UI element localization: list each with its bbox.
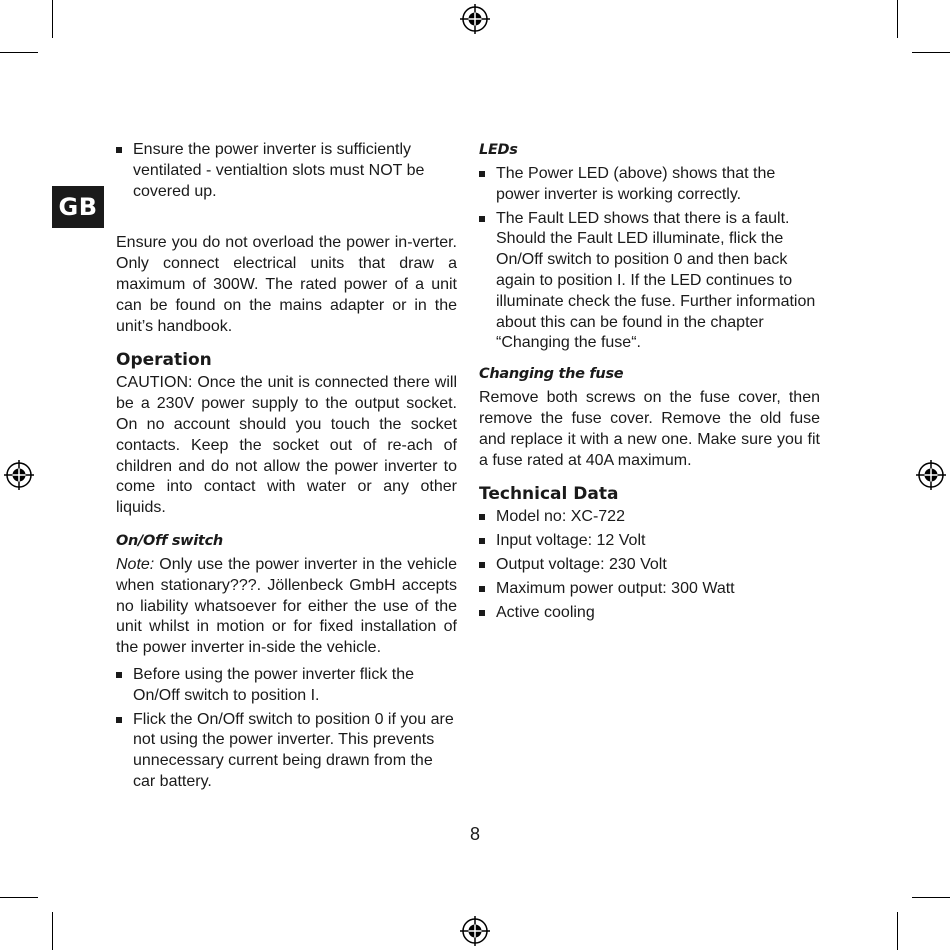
technical-data-list	[479, 507, 820, 623]
crop-mark	[52, 912, 53, 950]
language-tab: GB	[52, 186, 104, 228]
ventilation-list	[116, 140, 457, 202]
registration-mark-icon	[916, 460, 946, 490]
left-column	[116, 140, 457, 796]
note-paragraph	[116, 555, 457, 659]
changing-fuse-paragraph: Remove both screws on the fuse cover, then remove the fuse cover. Remove the old fuse and replace it with a new one. Make sure you fit a fuse rated at 40A maximum.	[479, 389, 820, 469]
crop-mark	[52, 0, 53, 38]
list-item: The Power LED (above) shows that the power inverter is working correctly.	[479, 164, 820, 206]
leds-list	[479, 164, 820, 354]
technical-data-heading: Technical Data	[479, 484, 619, 505]
crop-mark	[0, 52, 38, 53]
list-item: Flick the On/Off switch to position 0 if you are not using the power inverter. This prevents unnecessary current being drawn from the car battery.	[116, 710, 457, 793]
crop-mark	[897, 0, 898, 38]
list-item: Output voltage: 230 Volt	[479, 555, 820, 576]
switch-list	[116, 665, 457, 793]
list-item: Maximum power output: 300 Watt	[479, 579, 820, 600]
list-item: The Fault LED shows that there is a fault. Should the Fault LED illuminate, flick the On/Off switch to position 0 and then back again to position I. If the LED continues to illuminate check the fuse. Further information about this can be found in the chapter “Changing the fuse“.	[479, 209, 820, 355]
note-text: Only use the power inverter in the vehicle when stationary???. Jöllenbeck GmbH accepts no liability whatsoever for either the use of the unit whilst in motion or for fixed installation of the power inverter in-side the vehicle.	[116, 555, 457, 657]
leds-heading: LEDs	[479, 142, 518, 158]
registration-mark-icon	[4, 460, 34, 490]
right-column	[479, 140, 820, 626]
crop-mark	[912, 897, 950, 898]
operation-heading: Operation	[116, 350, 212, 371]
crop-mark	[0, 897, 38, 898]
list-item: Model no: XC-722	[479, 507, 820, 528]
registration-mark-icon	[460, 4, 490, 34]
registration-mark-icon	[460, 916, 490, 946]
caution-paragraph: CAUTION: Once the unit is connected there will be a 230V power supply to the output socket. On no account should you touch the socket contacts. Keep the socket out of re-ach of children and do not allow the power inverter to come into contact with water or any other liquids.	[116, 374, 457, 517]
list-item: Ensure the power inverter is sufficiently ventilated - ventialtion slots must NOT be covered up.	[116, 140, 457, 202]
on-off-switch-heading: On/Off switch	[116, 532, 223, 549]
list-item: Active cooling	[479, 603, 820, 624]
crop-mark	[912, 52, 950, 53]
list-item: Input voltage: 12 Volt	[479, 531, 820, 552]
overload-paragraph: Ensure you do not overload the power in-verter. Only connect electrical units that draw a maximum of 300W. The rated power of a unit can be found on the mains adapter or in the unit’s handbook.	[116, 234, 457, 335]
changing-fuse-heading: Changing the fuse	[479, 366, 624, 383]
note-label: Note:	[116, 555, 155, 573]
crop-mark	[897, 912, 898, 950]
list-item: Before using the power inverter flick the On/Off switch to position I.	[116, 665, 457, 707]
page-number: 8	[469, 824, 480, 844]
